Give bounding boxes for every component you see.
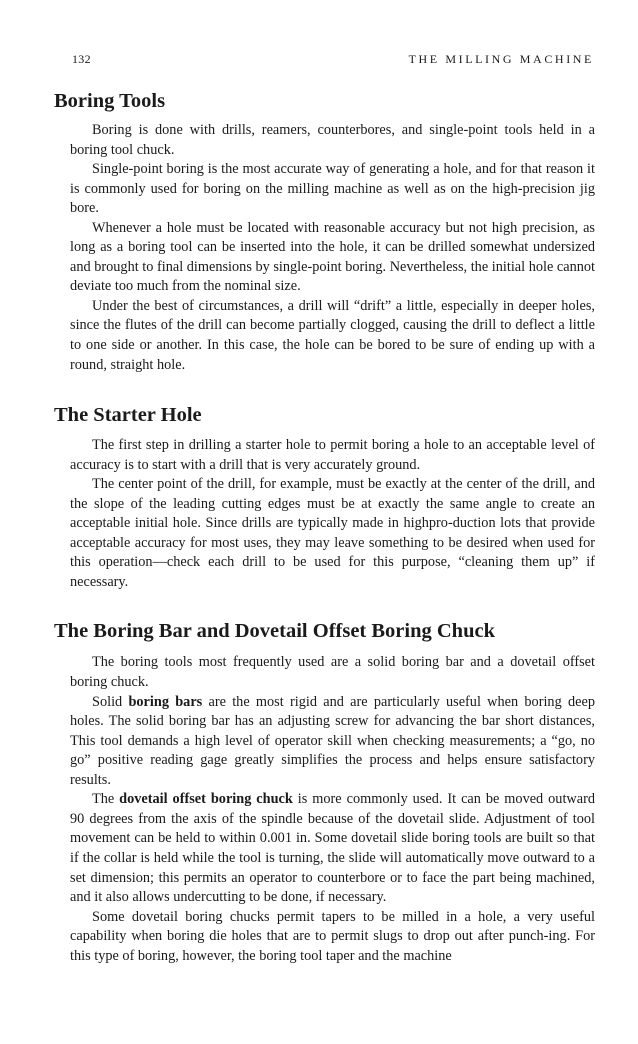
paragraph: Single-point boring is the most accurate way of generating a hole, and for that reason it is commonly used for boring on the milling machine as well as on the high-precision jig bore. <box>70 161 595 217</box>
page-header <box>72 52 594 68</box>
text-run: is more commonly used. It can be moved outward 90 degrees from the axis of the spindle because of the dovetail slide. Adjustment of tool movement can be held to within 0.001 in. Some dovetail slide boring tools are built so that if the collar is held while the tool is turning, the slide will automatically move outward to a set dimension; this permits an operator to counterbore or to face the part being machined, and it also allows undercutting to be done, if necessary. <box>70 791 595 906</box>
text-run: Solid <box>92 693 129 710</box>
section-heading: Boring Tools <box>54 90 166 112</box>
paragraph: Some dovetail boring chucks permit tapers to be milled in a hole, a very useful capability when boring die holes that are to permit slugs to drop out after punch-ing. For this type of boring, however, the boring tool taper and the machine <box>70 908 595 964</box>
paragraph: The first step in drilling a starter hole to permit boring a hole to an acceptable level of accuracy is to start with a drill that is very accurately ground. <box>70 437 595 473</box>
paragraph-boring-bars <box>70 693 595 791</box>
text-run: are the most rigid and are particularly useful when boring deep holes. The solid boring bar has an adjusting screw for advancing the bar short distances, This tool demands a high level of operator skill when checking measurements; a “go, no go” positive reading gage greatly simplifies the process and helps ensure satisfactory results. <box>70 693 595 788</box>
paragraph: Boring is done with drills, reamers, counterbores, and single-point tools held in a boring tool chuck. <box>70 122 595 158</box>
paragraph: Under the best of circumstances, a drill will “drift” a little, especially in deeper holes, since the flutes of the drill can become partially clogged, causing the drill to deflect a little to one side or another. In this case, the hole can be bored to be sure of ending up with a round, straight hole. <box>70 297 595 373</box>
paragraph: The center point of the drill, for example, must be exactly at the center of the drill, and the slope of the leading cutting edges must be at exactly the same angle to create an acceptable initial hole. Since drills are typically made in highpro-duction lots that provide acceptable accuracy for most uses, they may leave something to be desired when used for this operation—check each drill to be used for this purpose, “cleaning them up” if necessary. <box>70 476 595 590</box>
section-heading: The Starter Hole <box>54 404 202 427</box>
bold-term: dovetail offset boring chuck <box>119 791 293 808</box>
text-run: The <box>92 791 120 808</box>
page-number: 132 <box>72 52 91 66</box>
section-heading: The Boring Bar and Dovetail Offset Boring Chuck <box>54 620 495 643</box>
paragraph: Whenever a hole must be located with reasonable accuracy but not high precision, as long as a boring tool can be inserted into the hole, it can be drilled somewhat undersized and brought to final dimensions by single-point boring. Nevertheless, the initial hole cannot deviate too much from the nominal size. <box>70 219 595 295</box>
paragraph: The boring tools most frequently used are a solid boring bar and a dovetail offset boring chuck. <box>70 654 595 691</box>
paragraph-dovetail-chuck <box>70 790 595 907</box>
section-starter-hole <box>54 402 595 592</box>
section-boring-tools <box>54 88 595 375</box>
running-head: THE MILLING MACHINE <box>408 52 594 66</box>
page-body <box>54 88 595 966</box>
section-boring-bar-and-chuck <box>54 618 595 966</box>
bold-term: boring bars <box>128 693 203 710</box>
